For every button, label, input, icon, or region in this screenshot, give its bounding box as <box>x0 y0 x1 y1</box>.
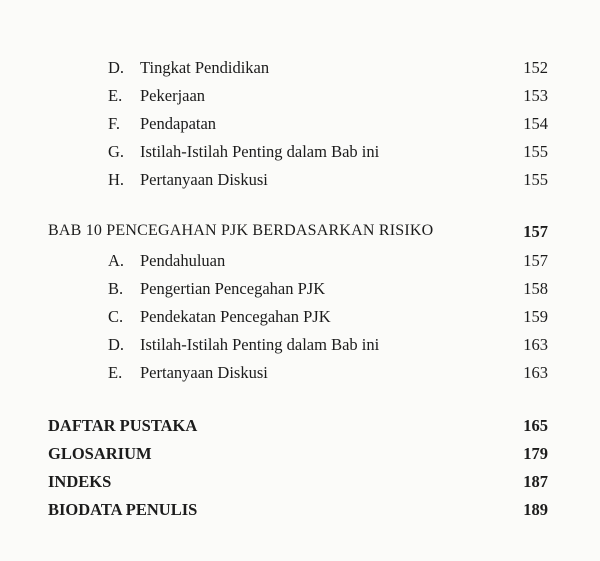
entry-page: 153 <box>523 86 548 105</box>
entry-title: DAFTAR PUSTAKA <box>48 416 198 435</box>
back-matter-entry <box>0 416 600 442</box>
entry-page: 187 <box>523 472 548 491</box>
toc-entry <box>0 114 600 140</box>
chapter-page: 157 <box>523 222 548 241</box>
entry-title: Pertanyaan Diskusi <box>140 170 268 189</box>
back-matter-entry <box>0 472 600 498</box>
entry-letter: B. <box>108 279 124 298</box>
entry-page: 159 <box>523 307 548 326</box>
entry-title: Pendahuluan <box>140 251 226 270</box>
entry-letter: A. <box>108 251 125 270</box>
toc-entry <box>0 307 600 333</box>
entry-title: Istilah-Istilah Penting dalam Bab ini <box>140 335 380 354</box>
toc-entry <box>0 58 600 84</box>
entry-title: Pekerjaan <box>140 86 206 105</box>
entry-letter: D. <box>108 58 125 77</box>
toc-entry <box>0 86 600 112</box>
toc-entry <box>0 142 600 168</box>
entry-page: 163 <box>523 335 548 354</box>
entry-letter: H. <box>108 170 125 189</box>
entry-letter: E. <box>108 363 123 382</box>
entry-title: Pertanyaan Diskusi <box>140 363 268 382</box>
entry-page: 157 <box>523 251 548 270</box>
entry-letter: E. <box>108 86 123 105</box>
entry-title: Pendapatan <box>140 114 217 133</box>
toc-entry <box>0 279 600 305</box>
entry-title: BIODATA PENULIS <box>48 500 198 519</box>
toc-entry <box>0 335 600 361</box>
entry-page: 179 <box>523 444 548 463</box>
entry-title: Tingkat Pendidikan <box>140 58 270 77</box>
entry-title: Pendekatan Pencegahan PJK <box>140 307 331 326</box>
entry-page: 189 <box>523 500 548 519</box>
entry-title: Istilah-Istilah Penting dalam Bab ini <box>140 142 380 161</box>
entry-title: INDEKS <box>48 472 112 491</box>
chapter-heading <box>0 222 600 248</box>
entry-page: 154 <box>523 114 548 133</box>
entry-title: Pengertian Pencegahan PJK <box>140 279 326 298</box>
back-matter-entry <box>0 500 600 526</box>
entry-letter: G. <box>108 142 125 161</box>
entry-page: 155 <box>523 170 548 189</box>
entry-letter: D. <box>108 335 125 354</box>
toc-entry <box>0 170 600 196</box>
entry-title: GLOSARIUM <box>48 444 152 463</box>
toc-entry <box>0 251 600 277</box>
entry-page: 158 <box>523 279 548 298</box>
chapter-title: BAB 10 PENCEGAHAN PJK BERDASARKAN RISIKO <box>48 222 434 239</box>
entry-letter: F. <box>108 114 120 133</box>
back-matter-entry <box>0 444 600 470</box>
toc-entry <box>0 363 600 389</box>
entry-page: 163 <box>523 363 548 382</box>
entry-page: 155 <box>523 142 548 161</box>
entry-page: 165 <box>523 416 548 435</box>
entry-page: 152 <box>523 58 548 77</box>
entry-letter: C. <box>108 307 124 326</box>
